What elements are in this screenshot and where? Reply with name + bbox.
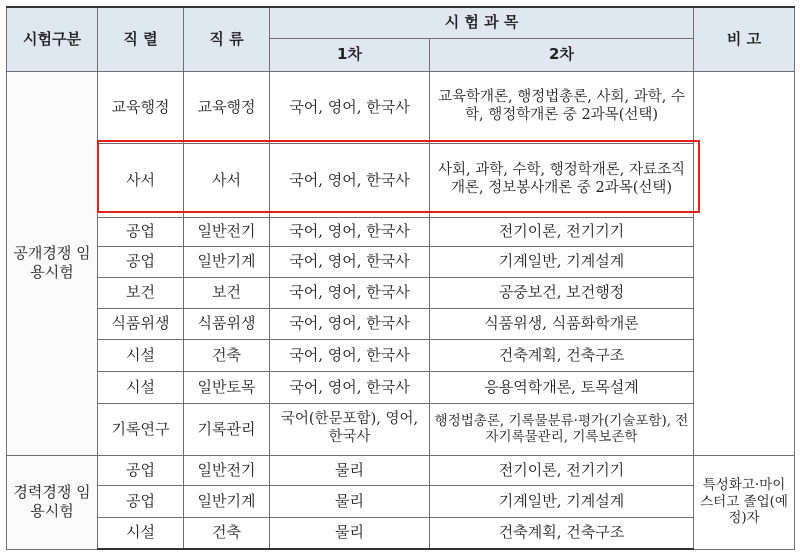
cell-second: 건축계획, 건축구조: [430, 517, 694, 549]
cell-first: 국어, 영어, 한국사: [270, 246, 430, 277]
cell-first: 국어, 영어, 한국사: [270, 339, 430, 371]
cell-series: 식품위생: [98, 308, 184, 339]
cell-first: 물리: [270, 455, 430, 485]
cell-series: 보건: [98, 277, 184, 308]
group-open-competition: 공개경쟁 임용시험: [7, 71, 98, 455]
table-row: [7, 308, 795, 339]
cell-class: 일반전기: [184, 217, 270, 246]
cell-series: 공업: [98, 217, 184, 246]
cell-class: 보건: [184, 277, 270, 308]
exam-subjects-table: [6, 6, 795, 550]
header-series: 직 렬: [98, 7, 184, 71]
cell-second: 전기이론, 전기기기: [430, 455, 694, 485]
cell-class: 일반토목: [184, 371, 270, 403]
cell-first: 물리: [270, 485, 430, 517]
cell-first: 국어, 영어, 한국사: [270, 143, 430, 217]
table-row: [7, 517, 795, 549]
cell-series: 공업: [98, 246, 184, 277]
group-career-competition: 경력경쟁 임용시험: [7, 455, 98, 549]
cell-class: 일반전기: [184, 455, 270, 485]
cell-series: 공업: [98, 455, 184, 485]
cell-second: 응용역학개론, 토목설계: [430, 371, 694, 403]
cell-second: 사회, 과학, 수학, 행정학개론, 자료조직개론, 정보봉사개론 중 2과목(선택): [430, 143, 694, 217]
cell-class: 일반기계: [184, 485, 270, 517]
cell-remark-open: [694, 71, 795, 455]
table-row: [7, 217, 795, 246]
table-row: [7, 371, 795, 403]
table-row: [7, 403, 795, 455]
cell-second: 건축계획, 건축구조: [430, 339, 694, 371]
cell-series: 공업: [98, 485, 184, 517]
cell-second: 식품위생, 식품화학개론: [430, 308, 694, 339]
cell-class: 교육행정: [184, 71, 270, 143]
cell-first: 국어, 영어, 한국사: [270, 71, 430, 143]
cell-class: 건축: [184, 339, 270, 371]
cell-second: 공중보건, 보건행정: [430, 277, 694, 308]
cell-first: 물리: [270, 517, 430, 549]
cell-class: 기록관리: [184, 403, 270, 455]
table-row: [7, 71, 795, 143]
cell-second: 기계일반, 기계설계: [430, 485, 694, 517]
cell-series: 사서: [98, 143, 184, 217]
header-second-stage: 2차: [430, 38, 694, 71]
table-row: [7, 455, 795, 485]
cell-first: 국어, 영어, 한국사: [270, 277, 430, 308]
cell-series: 시설: [98, 517, 184, 549]
header-remarks: 비 고: [694, 7, 795, 71]
cell-class: 식품위생: [184, 308, 270, 339]
cell-series: 기록연구: [98, 403, 184, 455]
header-subjects: 시 험 과 목: [270, 7, 694, 38]
cell-series: 시설: [98, 371, 184, 403]
cell-second: 전기이론, 전기기기: [430, 217, 694, 246]
cell-second: 기계일반, 기계설계: [430, 246, 694, 277]
table-row: [7, 485, 795, 517]
cell-series: 교육행정: [98, 71, 184, 143]
cell-second: 교육학개론, 행정법총론, 사회, 과학, 수학, 행정학개론 중 2과목(선택): [430, 71, 694, 143]
header-category: 시험구분: [7, 7, 98, 71]
cell-class: 일반기계: [184, 246, 270, 277]
table-row: [7, 277, 795, 308]
table-row: [7, 339, 795, 371]
table-row: [7, 246, 795, 277]
header-class: 직 류: [184, 7, 270, 71]
cell-first: 국어, 영어, 한국사: [270, 371, 430, 403]
cell-first: 국어, 영어, 한국사: [270, 308, 430, 339]
cell-first: 국어, 영어, 한국사: [270, 217, 430, 246]
cell-first: 국어(한문포함), 영어, 한국사: [270, 403, 430, 455]
header-first-stage: 1차: [270, 38, 430, 71]
cell-class: 건축: [184, 517, 270, 549]
cell-remark-career: 특성화고·마이스터고 졸업(예정)자: [694, 455, 795, 549]
table-row: [7, 143, 795, 217]
cell-class: 사서: [184, 143, 270, 217]
cell-series: 시설: [98, 339, 184, 371]
cell-second: 행정법총론, 기록물분류·평가(기술포함), 전자기록물관리, 기록보존학: [430, 403, 694, 455]
